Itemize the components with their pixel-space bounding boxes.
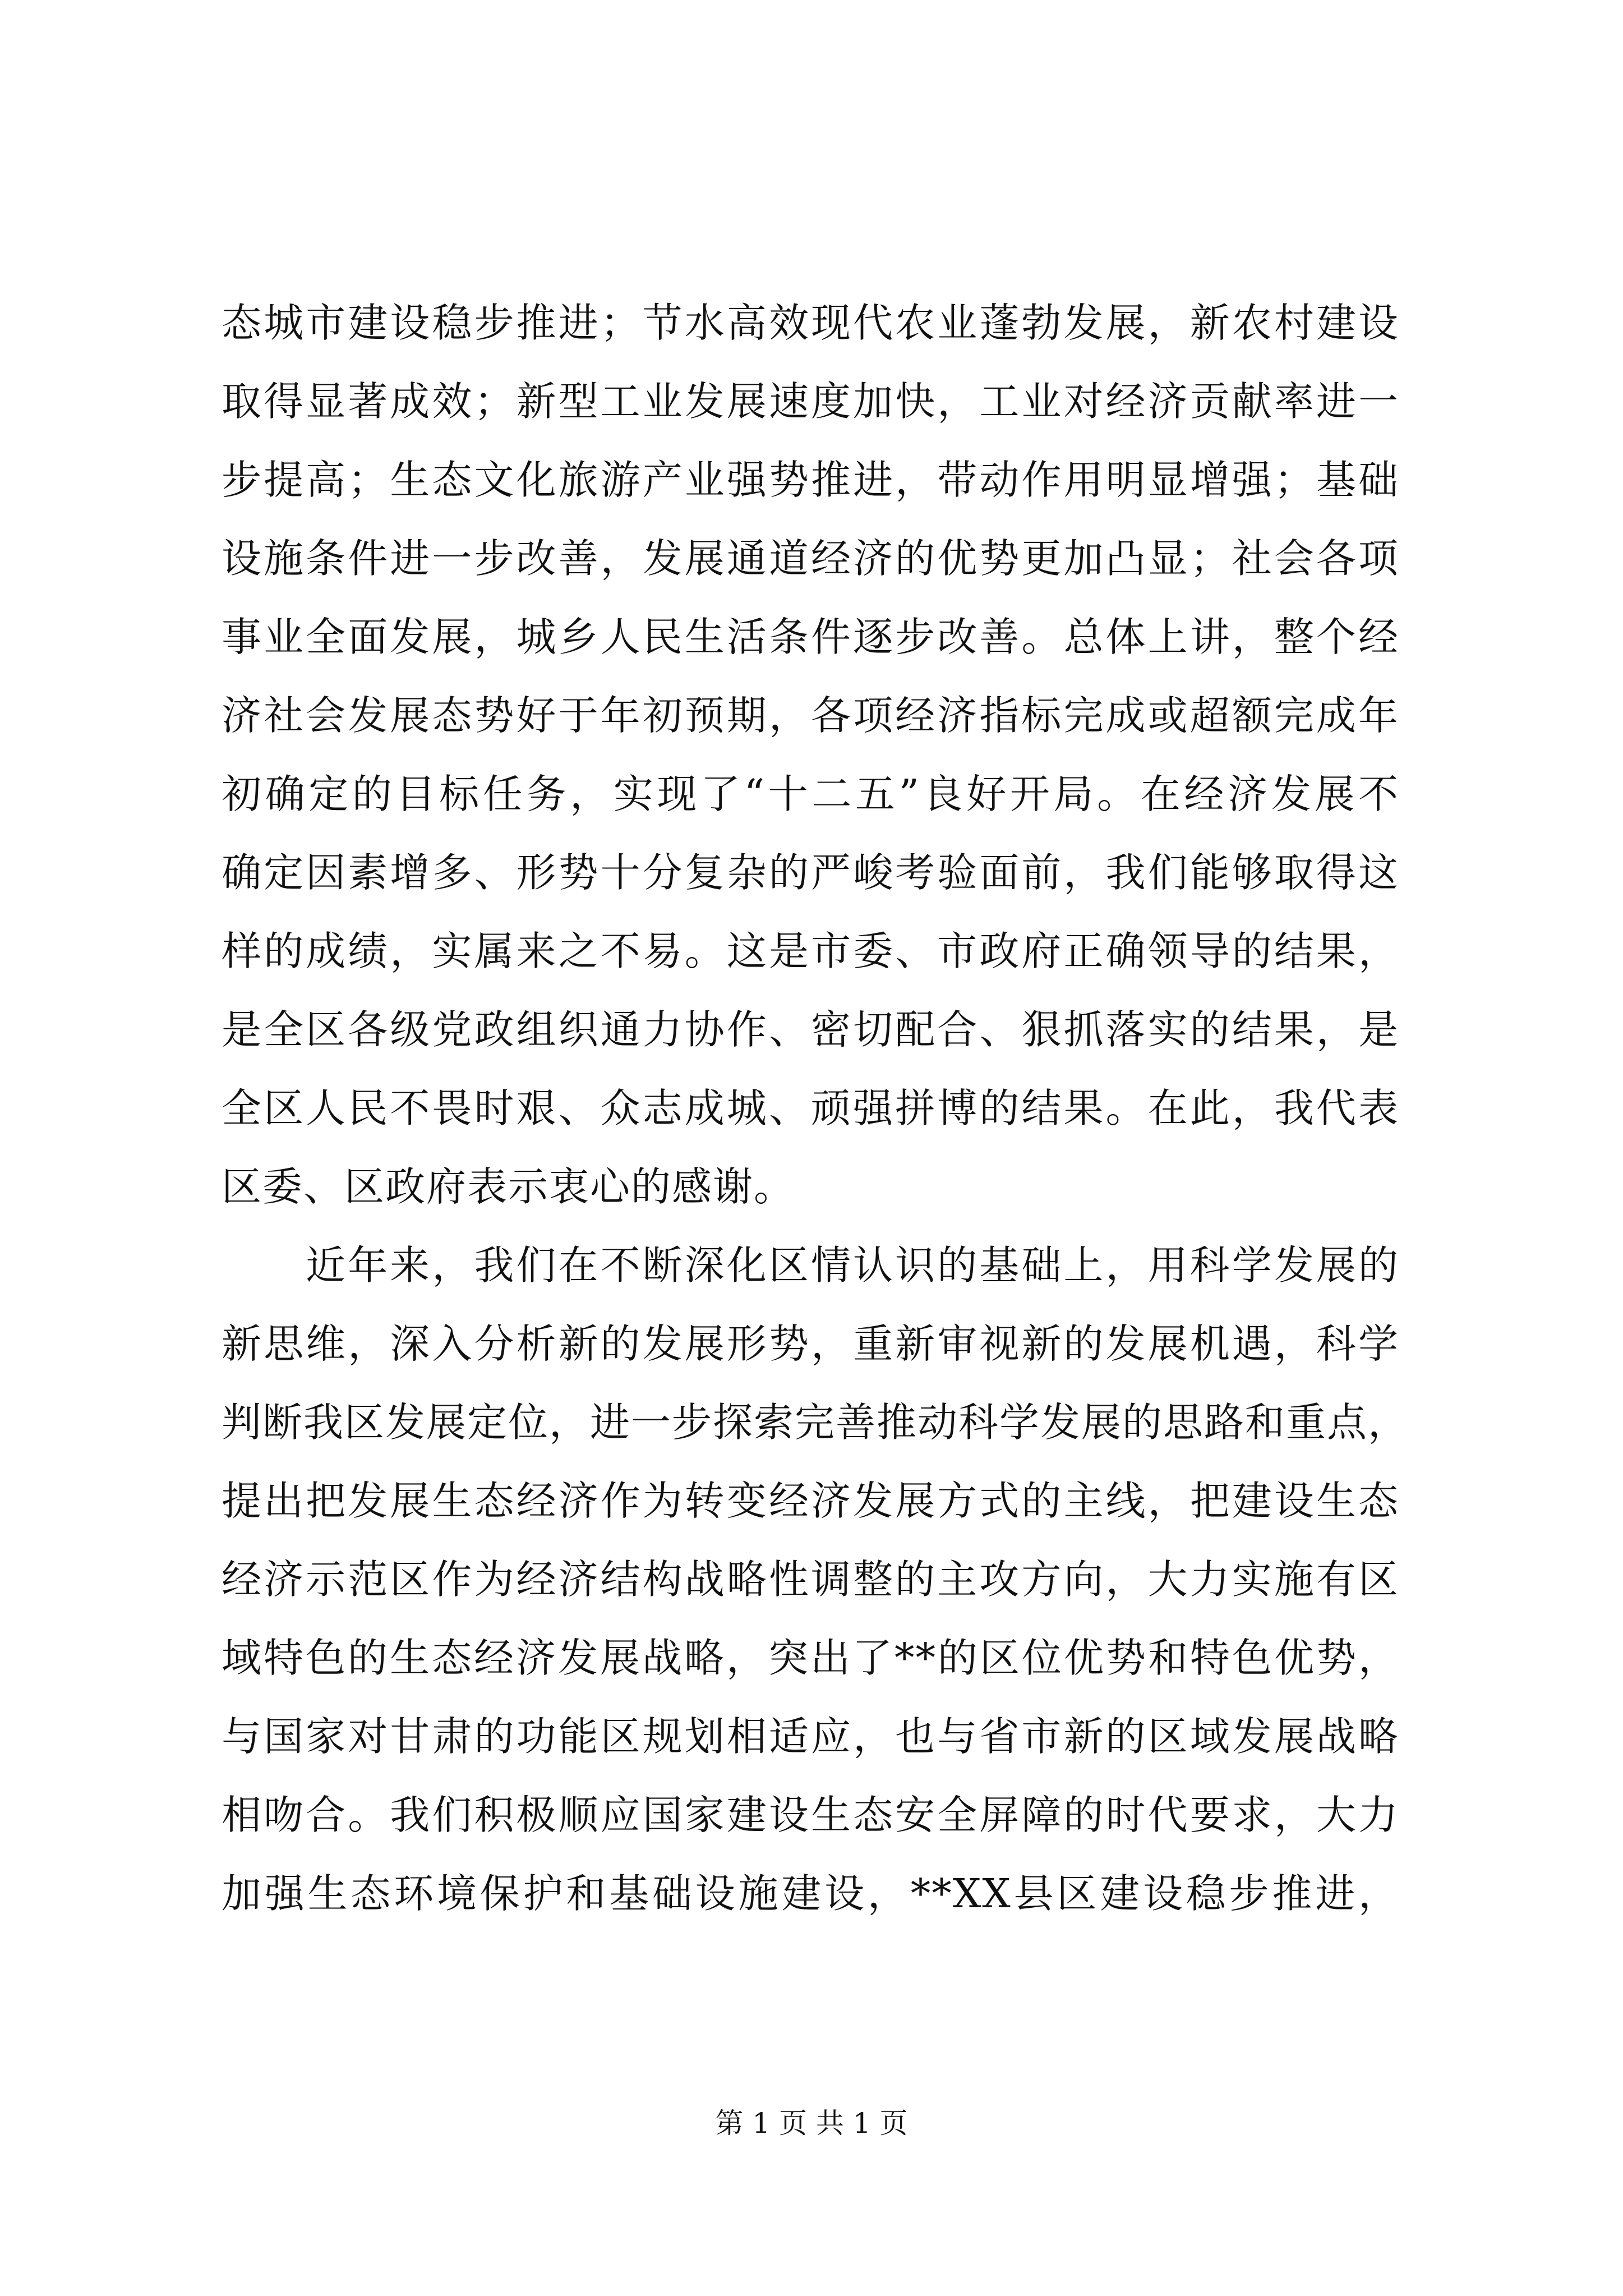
text-line: 近年来，我们在不断深化区情认识的基础上，用科学发展的 (306, 1242, 1399, 1289)
page-footer (0, 2101, 1623, 2146)
text-line: 样的成绩，实属来之不易。这是市委、市政府正确领导的结果， (222, 928, 1399, 974)
text-line: 步提高；生态文化旅游产业强势推进，带动作用明显增强；基础 (222, 457, 1399, 503)
text-line: 域特色的生态经济发展战略，突出了**的区位优势和特色优势， (222, 1635, 1399, 1681)
text-line: 相吻合。我们积极顺应国家建设生态安全屏障的时代要求，大力 (222, 1792, 1399, 1838)
text-line: 区委、区政府表示衷心的感谢。 (222, 1163, 795, 1210)
text-line: 事业全面发展，城乡人民生活条件逐步改善。总体上讲，整个经 (222, 614, 1399, 660)
text-line: 确定因素增多、形势十分复杂的严峻考验面前，我们能够取得这 (222, 849, 1399, 896)
text-line: 经济示范区作为经济结构战略性调整的主攻方向，大力实施有区 (222, 1556, 1399, 1603)
text-line: 全区人民不畏时艰、众志成城、顽强拼博的结果。在此，我代表 (222, 1085, 1399, 1131)
page-number-label: 第 1 页 共 1 页 (715, 2107, 908, 2139)
text-line: 是全区各级党政组织通力协作、密切配合、狠抓落实的结果，是 (222, 1006, 1399, 1053)
text-line: 与国家对甘肃的功能区规划相适应，也与省市新的区域发展战略 (222, 1713, 1399, 1760)
text-line: 提出把发展生态经济作为转变经济发展方式的主线，把建设生态 (222, 1478, 1399, 1524)
text-line: 初确定的目标任务，实现了“十二五”良好开局。在经济发展不 (222, 771, 1399, 817)
text-line: 判断我区发展定位，进一步探索完善推动科学发展的思路和重点， (222, 1399, 1409, 1446)
text-line: 设施条件进一步改善，发展通道经济的优势更加凸显；社会各项 (222, 535, 1399, 582)
text-line: 态城市建设稳步推进；节水高效现代农业蓬勃发展，新农村建设 (222, 300, 1399, 346)
text-line: 济社会发展态势好于年初预期，各项经济指标完成或超额完成年 (222, 692, 1399, 739)
text-line: 取得显著成效；新型工业发展速度加快，工业对经济贡献率进一 (222, 378, 1399, 425)
text-line: 新思维，深入分析新的发展形势，重新审视新的发展机遇，科学 (222, 1320, 1399, 1367)
text-line: 加强生态环境保护和基础设施建设，**XX县区建设稳步推进， (222, 1870, 1399, 1917)
